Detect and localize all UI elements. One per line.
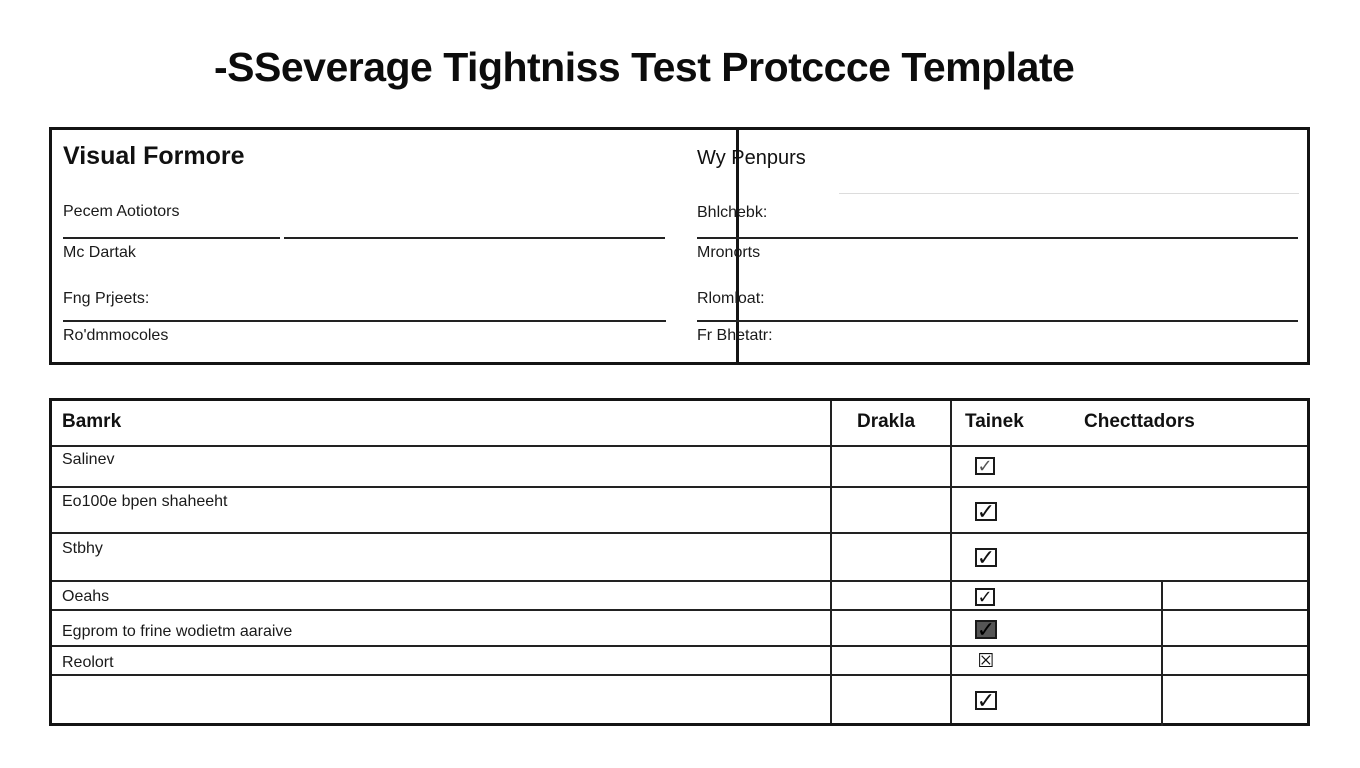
field-line[interactable] bbox=[697, 320, 1298, 322]
field-label: Rlomloat: bbox=[697, 290, 765, 307]
field-line[interactable] bbox=[284, 237, 665, 239]
checkbox-checked-icon[interactable]: ✓ bbox=[976, 498, 996, 524]
header-remark: Bamrk bbox=[62, 411, 122, 432]
column-divider bbox=[1161, 581, 1163, 726]
row-label: Eo100e bpen shaheeht bbox=[62, 493, 228, 510]
checkbox-checked-icon[interactable]: ✓ bbox=[976, 687, 996, 713]
field-label: Pecem Aotiotors bbox=[63, 203, 180, 220]
header-drakla: Drakla bbox=[857, 411, 916, 432]
checkbox-checked-icon[interactable]: ✓ bbox=[976, 544, 996, 570]
field-line[interactable] bbox=[63, 320, 666, 322]
field-line[interactable] bbox=[697, 237, 1298, 239]
row-label: Salinev bbox=[62, 451, 115, 468]
field-label: Bhlchebk: bbox=[697, 204, 768, 221]
row-label: Stbhy bbox=[62, 540, 103, 557]
info-section bbox=[49, 127, 1310, 365]
checkbox-checked-icon[interactable]: ✓ bbox=[975, 588, 995, 606]
field-label: Mronorts bbox=[697, 244, 761, 261]
right-section-heading: Wy Penpurs bbox=[697, 147, 806, 169]
field-label: Fr Bhetatr: bbox=[697, 327, 773, 344]
divider bbox=[839, 193, 1299, 194]
left-section-heading: Visual Formore bbox=[63, 142, 245, 170]
row-divider bbox=[52, 580, 1307, 582]
field-label: Fng Prjeets: bbox=[63, 290, 150, 307]
page-title: -SSeverage Tightniss Test Protccce Template bbox=[214, 44, 1075, 90]
row-label: Oeahs bbox=[62, 588, 110, 605]
checkbox-checked-icon[interactable]: ✓ bbox=[975, 457, 995, 475]
row-divider bbox=[52, 645, 1307, 647]
row-divider bbox=[52, 609, 1307, 611]
row-divider bbox=[52, 674, 1307, 676]
row-divider bbox=[52, 486, 1307, 488]
checkbox-crossed-icon[interactable]: ☒ bbox=[977, 651, 995, 672]
checklist-table bbox=[49, 398, 1310, 726]
checkbox-filled-icon[interactable]: ✓ bbox=[976, 616, 996, 642]
header-checklist: Checttadors bbox=[1084, 411, 1195, 432]
field-label: Mc Dartak bbox=[63, 244, 136, 261]
row-divider bbox=[52, 532, 1307, 534]
row-divider bbox=[52, 445, 1307, 447]
field-line[interactable] bbox=[63, 237, 280, 239]
header-tainek: Tainek bbox=[965, 411, 1024, 432]
field-label: Ro'dmmocoles bbox=[63, 327, 169, 344]
row-label: Egprom to frine wodietm aaraive bbox=[62, 623, 293, 640]
row-label: Reolort bbox=[62, 654, 114, 671]
